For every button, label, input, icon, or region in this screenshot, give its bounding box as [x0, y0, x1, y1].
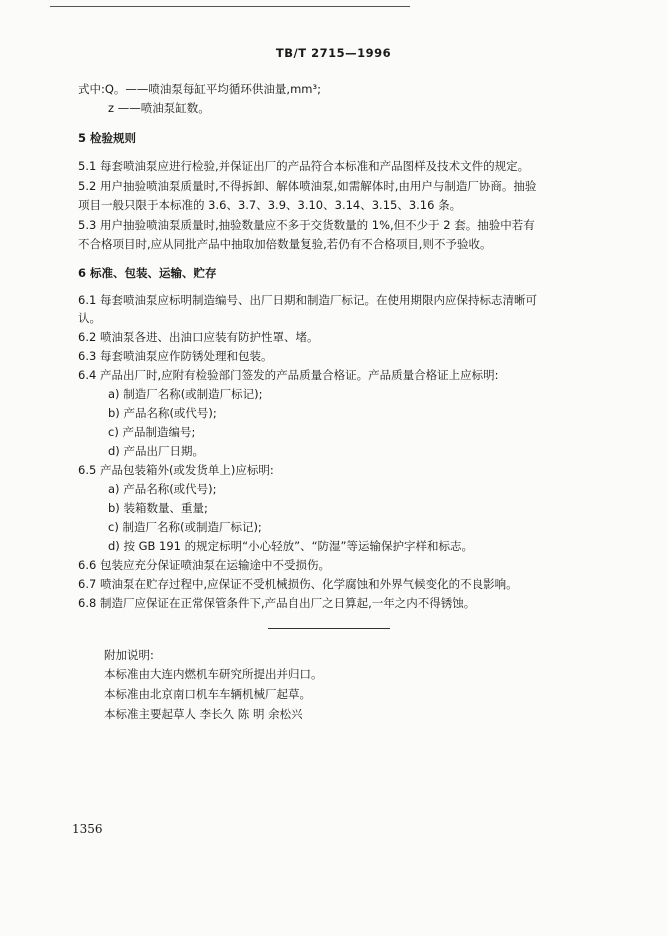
text-line: 6.4 产品出厂时,应附有检验部门签发的产品质量合格证。产品质量合格证上应标明:: [78, 368, 499, 382]
text-line: a) 制造厂名称(或制造厂标记);: [108, 387, 263, 401]
text-line: 本标准由大连内燃机车研究所提出并归口。: [104, 667, 323, 681]
text-line: 6.1 每套喷油泵应标明制造编号、出厂日期和制造厂标记。在使用期限内应保持标志清晰可: [78, 293, 537, 307]
page-header: TB/T 2715—1996: [275, 46, 392, 60]
text-line: 认。: [78, 311, 101, 325]
text-line: b) 装箱数量、重量;: [108, 501, 208, 515]
text-line: 6.7 喷油泵在贮存过程中,应保证不受机械损伤、化学腐蚀和外界气候变化的不良影响。: [78, 577, 518, 591]
text-line: d) 产品出厂日期。: [108, 444, 204, 458]
page-number: 1356: [72, 822, 103, 836]
text-line: 5.1 每套喷油泵应进行检验,并保证出厂的产品符合本标准和产品图样及技术文件的规定。: [78, 159, 530, 173]
text-line: 附加说明:: [104, 648, 154, 662]
top-border-line: [50, 6, 410, 7]
text-line: 5.2 用户抽验喷油泵质量时,不得拆卸、解体喷油泵,如需解体时,由用户与制造厂协商。抽验: [78, 179, 537, 193]
text-line: 6.5 产品包装箱外(或发货单上)应标明:: [78, 463, 274, 477]
text-line: 6.6 包装应充分保证喷油泵在运输途中不受损伤。: [78, 558, 330, 572]
text-line: 6.3 每套喷油泵应作防锈处理和包装。: [78, 349, 273, 363]
separator-rule: [268, 628, 390, 629]
text-line: a) 产品名称(或代号);: [108, 482, 217, 496]
text-line: z ——喷油泵缸数。: [108, 101, 210, 115]
text-line: 本标准由北京南口机车车辆机械厂起草。: [104, 687, 311, 701]
text-line: 6.2 喷油泵各进、出油口应装有防护性罩、堵。: [78, 330, 319, 344]
text-line: d) 按 GB 191 的规定标明“小心轻放”、“防湿”等运输保护字样和标志。: [108, 539, 473, 553]
text-line: 不合格项目时,应从同批产品中抽取加倍数量复验,若仍有不合格项目,则不予验收。: [78, 237, 492, 251]
text-line: c) 产品制造编号;: [108, 425, 196, 439]
text-line: 项目一般只限于本标准的 3.6、3.7、3.9、3.10、3.14、3.15、3.16 条。: [78, 198, 462, 212]
section-heading: 5 检验规则: [78, 131, 137, 145]
section-heading: 6 标准、包装、运输、贮存: [78, 266, 217, 280]
text-line: 5.3 用户抽验喷油泵质量时,抽验数量应不多于交货数量的 1%,但不少于 2 套。抽验中若有: [78, 218, 535, 232]
text-line: b) 产品名称(或代号);: [108, 406, 217, 420]
text-line: 式中:Q。——喷油泵每缸平均循环供油量,mm³;: [78, 82, 321, 96]
text-line: 6.8 制造厂应保证在正常保管条件下,产品自出厂之日算起,一年之内不得锈蚀。: [78, 596, 476, 610]
text-line: 本标准主要起草人 李长久 陈 明 余松兴: [104, 707, 303, 721]
text-line: c) 制造厂名称(或制造厂标记);: [108, 520, 262, 534]
